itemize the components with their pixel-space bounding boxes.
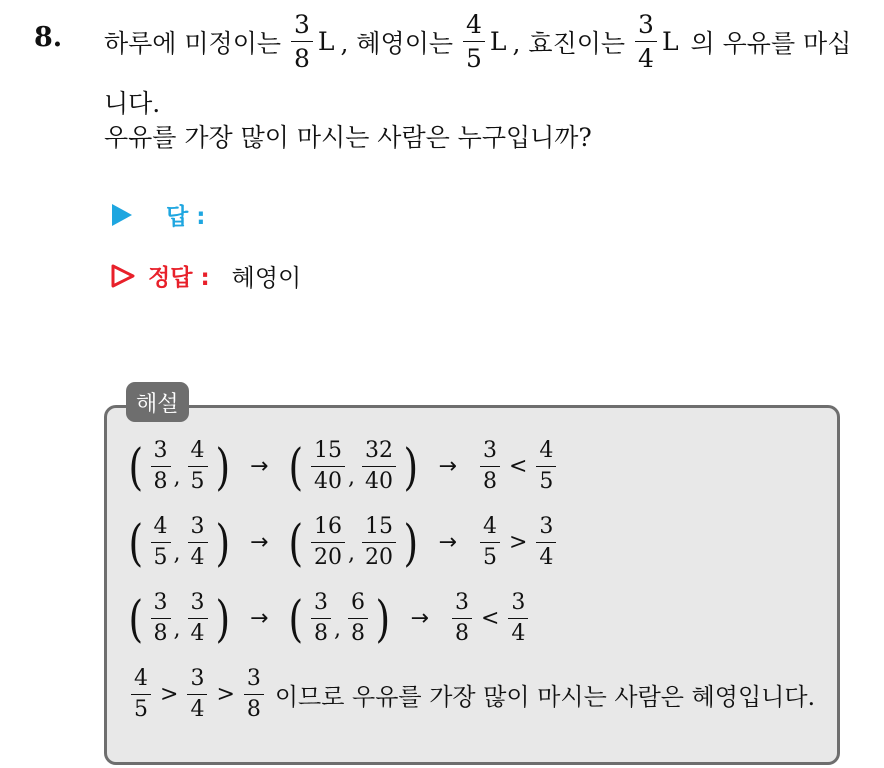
arrow-icon: → xyxy=(250,454,269,479)
numerator: 4 xyxy=(153,514,168,539)
numerator: 3 xyxy=(190,514,205,539)
denominator: 8 xyxy=(454,621,469,646)
fraction xyxy=(311,592,331,645)
correct-answer-value: 혜영이 xyxy=(231,264,302,292)
fraction-bar xyxy=(188,618,208,619)
fraction xyxy=(188,440,208,493)
right-paren: ) xyxy=(214,437,230,496)
fraction xyxy=(480,440,500,493)
fraction xyxy=(362,516,396,569)
fraction-bar xyxy=(480,542,500,543)
right-paren: ) xyxy=(375,589,391,648)
numerator: 15 xyxy=(313,438,342,463)
fraction-bar xyxy=(348,618,368,619)
comma: , xyxy=(347,541,355,566)
denominator: 8 xyxy=(246,697,261,722)
fraction xyxy=(362,440,396,493)
left-paren: ( xyxy=(128,437,144,496)
question-line-3: 우유를 가장 많이 마시는 사람은 누구입니까? xyxy=(104,123,592,152)
fraction xyxy=(151,440,171,493)
fraction xyxy=(480,516,500,569)
numerator: 3 xyxy=(539,514,554,539)
numerator: 3 xyxy=(313,590,328,615)
fraction-bar xyxy=(311,618,331,619)
denominator: 5 xyxy=(190,469,205,494)
arrow-icon: → xyxy=(438,530,457,555)
numerator: 4 xyxy=(482,514,497,539)
fraction-bar xyxy=(311,466,345,467)
fraction-bar xyxy=(151,466,171,467)
arrow-icon: → xyxy=(410,606,429,631)
fraction-bar xyxy=(187,694,207,695)
fraction xyxy=(131,668,151,721)
fraction xyxy=(151,592,171,645)
numerator: 3 xyxy=(482,438,497,463)
question-text-part2: 의 우유를 마십 xyxy=(690,28,852,58)
relation-symbol: > xyxy=(508,530,528,555)
question-line-2: 니다. xyxy=(104,89,161,118)
comma: , xyxy=(173,541,181,566)
fraction-bar xyxy=(480,466,500,467)
left-paren: ( xyxy=(288,513,304,572)
denominator: 4 xyxy=(190,697,205,722)
numerator: 3 xyxy=(638,10,654,39)
numerator: 4 xyxy=(190,438,205,463)
comma: , xyxy=(347,465,355,490)
play-outline-icon xyxy=(110,263,136,289)
denominator: 4 xyxy=(638,44,654,73)
answer-row xyxy=(112,198,205,231)
fraction xyxy=(508,592,528,645)
denominator: 5 xyxy=(539,469,554,494)
fraction-bar xyxy=(635,41,657,42)
denominator: 4 xyxy=(190,621,205,646)
comma: , xyxy=(173,465,181,490)
numerator: 15 xyxy=(364,514,393,539)
fraction xyxy=(311,516,345,569)
fraction-bar xyxy=(151,542,171,543)
fraction-bar xyxy=(536,466,556,467)
fraction-bar xyxy=(188,466,208,467)
comma: , xyxy=(333,617,341,642)
fraction xyxy=(536,440,556,493)
denominator: 8 xyxy=(350,621,365,646)
unit-liter: L xyxy=(661,27,679,56)
fraction xyxy=(463,12,485,71)
fraction-bar xyxy=(291,41,313,42)
left-paren: ( xyxy=(128,589,144,648)
denominator: 5 xyxy=(153,545,168,570)
question-sep: , 효진이는 xyxy=(512,28,626,58)
denominator: 8 xyxy=(153,621,168,646)
explanation-tag: 해설 xyxy=(126,382,189,422)
correct-answer-label: 정답 : xyxy=(148,265,210,291)
arrow-icon: → xyxy=(250,606,269,631)
numerator: 3 xyxy=(190,590,205,615)
question-line-1 xyxy=(104,12,851,71)
denominator: 4 xyxy=(539,545,554,570)
denominator: 8 xyxy=(153,469,168,494)
fraction xyxy=(635,12,657,71)
unit-liter: L xyxy=(317,27,335,56)
fraction xyxy=(291,12,313,71)
numerator: 3 xyxy=(454,590,469,615)
question-sep: , 혜영이는 xyxy=(340,28,454,58)
right-paren: ) xyxy=(214,513,230,572)
denominator: 40 xyxy=(364,469,393,494)
right-paren: ) xyxy=(403,513,419,572)
fraction xyxy=(311,440,345,493)
denominator: 8 xyxy=(294,44,310,73)
numerator: 6 xyxy=(350,590,365,615)
fraction xyxy=(348,592,368,645)
left-paren: ( xyxy=(288,437,304,496)
numerator: 4 xyxy=(539,438,554,463)
fraction xyxy=(188,592,208,645)
numerator: 3 xyxy=(153,438,168,463)
fraction-bar xyxy=(362,466,396,467)
fraction xyxy=(244,668,264,721)
fraction xyxy=(536,516,556,569)
fraction-bar xyxy=(131,694,151,695)
comma: , xyxy=(173,617,181,642)
denominator: 5 xyxy=(466,44,482,73)
fraction xyxy=(188,516,208,569)
play-filled-icon xyxy=(112,204,132,226)
denominator: 20 xyxy=(313,545,342,570)
left-paren: ( xyxy=(288,589,304,648)
numerator: 4 xyxy=(466,10,482,39)
explanation-row xyxy=(126,437,561,496)
fraction-bar xyxy=(452,618,472,619)
fraction-bar xyxy=(508,618,528,619)
right-paren: ) xyxy=(214,589,230,648)
numerator: 4 xyxy=(134,666,148,691)
fraction-bar xyxy=(362,542,396,543)
question-number: 8. xyxy=(34,22,63,53)
relation-symbol: < xyxy=(508,454,528,479)
arrow-icon: → xyxy=(438,454,457,479)
explanation-conclusion xyxy=(126,668,815,721)
question-text-part1: 하루에 미정이는 xyxy=(104,28,281,58)
numerator: 16 xyxy=(313,514,342,539)
fraction xyxy=(452,592,472,645)
fraction-bar xyxy=(311,542,345,543)
fraction-bar xyxy=(536,542,556,543)
fraction-bar xyxy=(151,618,171,619)
numerator: 3 xyxy=(294,10,310,39)
relation-symbol: > xyxy=(216,682,235,707)
correct-answer-row xyxy=(110,258,301,293)
fraction xyxy=(151,516,171,569)
denominator: 20 xyxy=(364,545,393,570)
relation-symbol: > xyxy=(160,682,179,707)
numerator: 3 xyxy=(190,666,205,691)
denominator: 5 xyxy=(482,545,497,570)
explanation-row xyxy=(126,589,533,648)
arrow-icon: → xyxy=(250,530,269,555)
numerator: 32 xyxy=(364,438,393,463)
right-paren: ) xyxy=(403,437,419,496)
conclusion-text: 이므로 우유를 가장 많이 마시는 사람은 혜영입니다. xyxy=(274,683,816,711)
fraction-bar xyxy=(244,694,264,695)
fraction-bar xyxy=(463,41,485,42)
denominator: 8 xyxy=(482,469,497,494)
explanation-row xyxy=(126,513,561,572)
answer-label: 답 : xyxy=(166,204,206,230)
numerator: 3 xyxy=(246,666,261,691)
denominator: 8 xyxy=(313,621,328,646)
denominator: 4 xyxy=(190,545,205,570)
numerator: 3 xyxy=(511,590,526,615)
denominator: 4 xyxy=(511,621,526,646)
left-paren: ( xyxy=(128,513,144,572)
relation-symbol: < xyxy=(480,606,500,631)
numerator: 3 xyxy=(153,590,168,615)
unit-liter: L xyxy=(489,27,507,56)
fraction-bar xyxy=(188,542,208,543)
denominator: 40 xyxy=(313,469,342,494)
denominator: 5 xyxy=(134,697,148,722)
fraction xyxy=(187,668,207,721)
